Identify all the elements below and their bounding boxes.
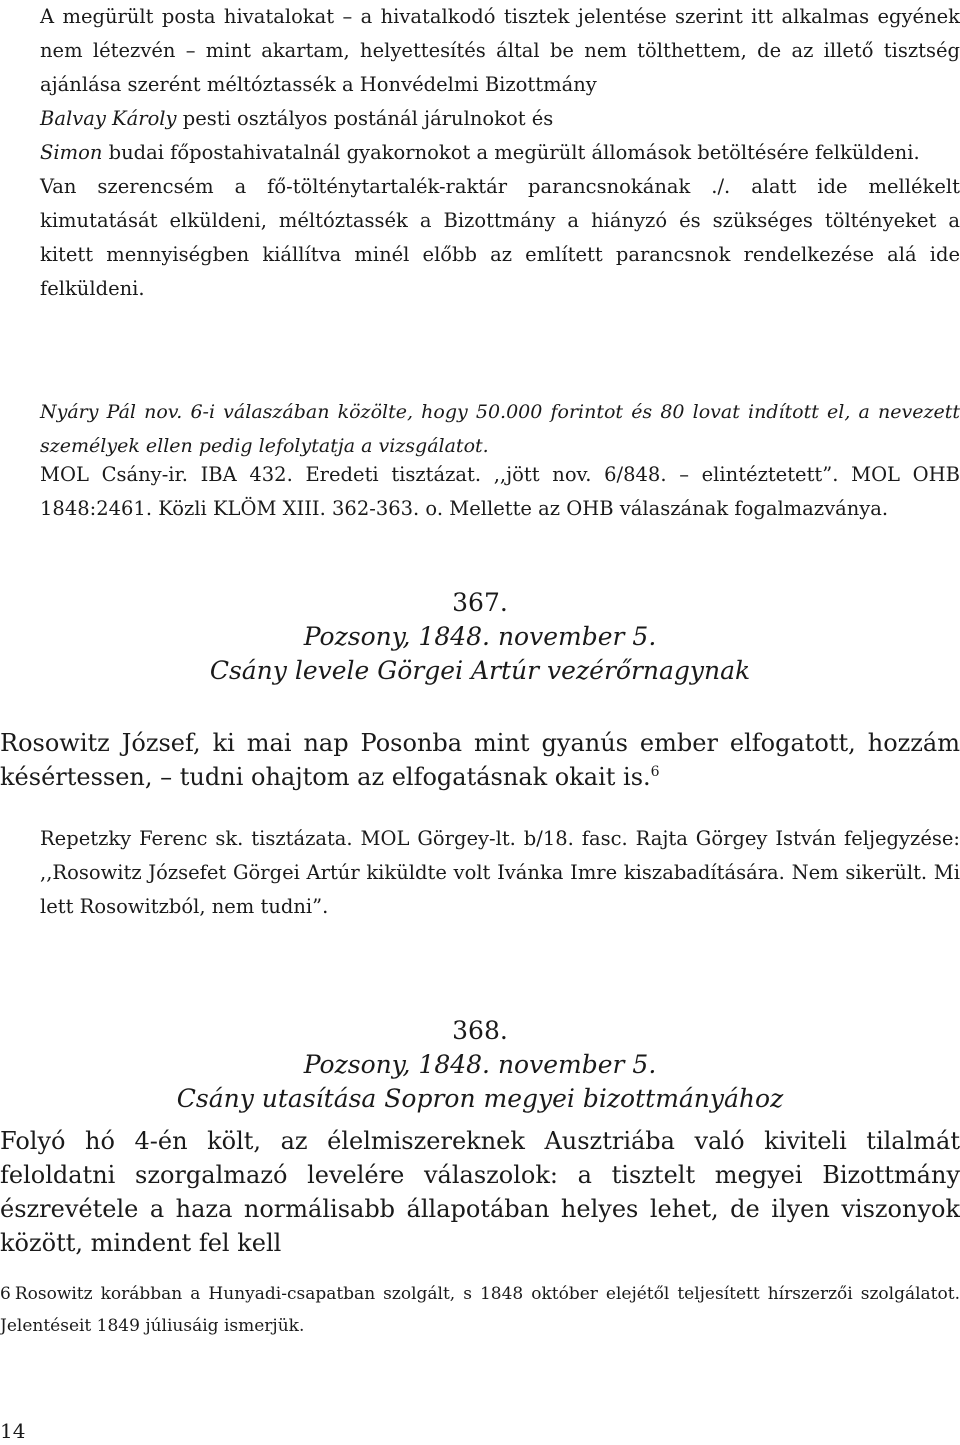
document-number: 367. <box>452 588 508 617</box>
document-header-368 <box>0 1014 960 1116</box>
source-note-2: Repetzky Ferenc sk. tisztázata. MOL Görgey-lt. b/18. fasc. Rajta Görgey István feljegyzése: ,,Rosowitz Józsefet Görgei Artúr kiküldte volt Ivánka Imre kiszabadítására. Nem sikerült. Mi lett Rosowitzból, nem tudni”. <box>40 827 960 918</box>
document-subject: Csány utasítása Sopron megyei bizottmányához <box>176 1084 784 1113</box>
page-number: 14 <box>0 1419 26 1443</box>
document-text-367 <box>0 726 960 794</box>
footnote-reference: 6 <box>650 764 660 780</box>
paragraph-posts-text-3: budai főpostahivatalnál gyakornokot a megürült állomások betöltésére felküldeni. <box>102 141 920 164</box>
footnote-text: Rosowitz korábban a Hunyadi-csapatban szolgált, s 1848 október elejétől teljesített hírszerzői szolgálatot. Jelentéseit 1849 júliusáig ismerjük. <box>0 1284 960 1336</box>
nyary-note: Nyáry Pál nov. 6-i válaszában közölte, hogy 50.000 forintot és 80 lovat indított el, a nevezett személyek ellen pedig lefolytatja a vizsgálatot. <box>40 401 960 457</box>
paragraph-posts-text-2: pesti osztályos postánál járulnokot és <box>176 107 554 130</box>
document-number: 368. <box>452 1016 508 1045</box>
footnote <box>0 1278 960 1342</box>
document-place-date: Pozsony, 1848. november 5. <box>303 1050 657 1079</box>
name-balvay: Balvay Károly <box>40 107 177 130</box>
name-simon: Simon <box>40 141 103 164</box>
source-note-1: MOL Csány-ir. IBA 432. Eredeti tisztázat. ,,jött nov. 6/848. – elintéztetett”. MOL OHB 1848:2461. Közli KLÖM XIII. 362-363. o. Mellette az OHB válaszának fogalmazványa. <box>40 463 960 520</box>
document-text-368: Folyó hó 4-én költ, az élelmiszereknek Ausztriába való kiviteli tilalmát feloldatni szorgalmazó levelére válaszolok: a tisztelt megyei Bizottmány észrevétele a haza normálisabb állapotában helyes lehet, de ilyen viszonyok között, mindent fel kell <box>0 1127 960 1257</box>
document-place-date: Pozsony, 1848. november 5. <box>303 622 657 651</box>
document-text-367-body: Rosowitz József, ki mai nap Posonba mint gyanús ember elfogatott, hozzám késértessen, – tudni ohajtom az elfogatásnak okait is. <box>0 729 960 791</box>
document-header-367 <box>0 586 960 688</box>
footnote-mark: 6 <box>0 1284 11 1304</box>
opening-paragraphs <box>40 0 960 306</box>
paragraph-posts <box>40 0 960 170</box>
paragraph-cartridges: Van szerencsém a fő-tölténytartalék-raktár parancsnokának ./. alatt ide mellékelt kimutatását elküldeni, méltóztassék a Bizottmány a hiányzó és szükséges töltényeket a kitett mennyiségben kiállítva minél előbb az említett parancsnok rendelkezése alá ide felküldeni. <box>40 175 960 300</box>
paragraph-posts-text-1: A megürült posta hivatalokat – a hivatalkodó tisztek jelentése szerint itt alkalmas egyének nem létezvén – mint akartam, helyettesítés által be nem tölthettem, de az illető tisztség ajánlása szerént méltóztassék a Honvédelmi Bizottmány <box>40 5 960 96</box>
document-subject: Csány levele Görgei Artúr vezérőrnagynak <box>209 656 751 685</box>
